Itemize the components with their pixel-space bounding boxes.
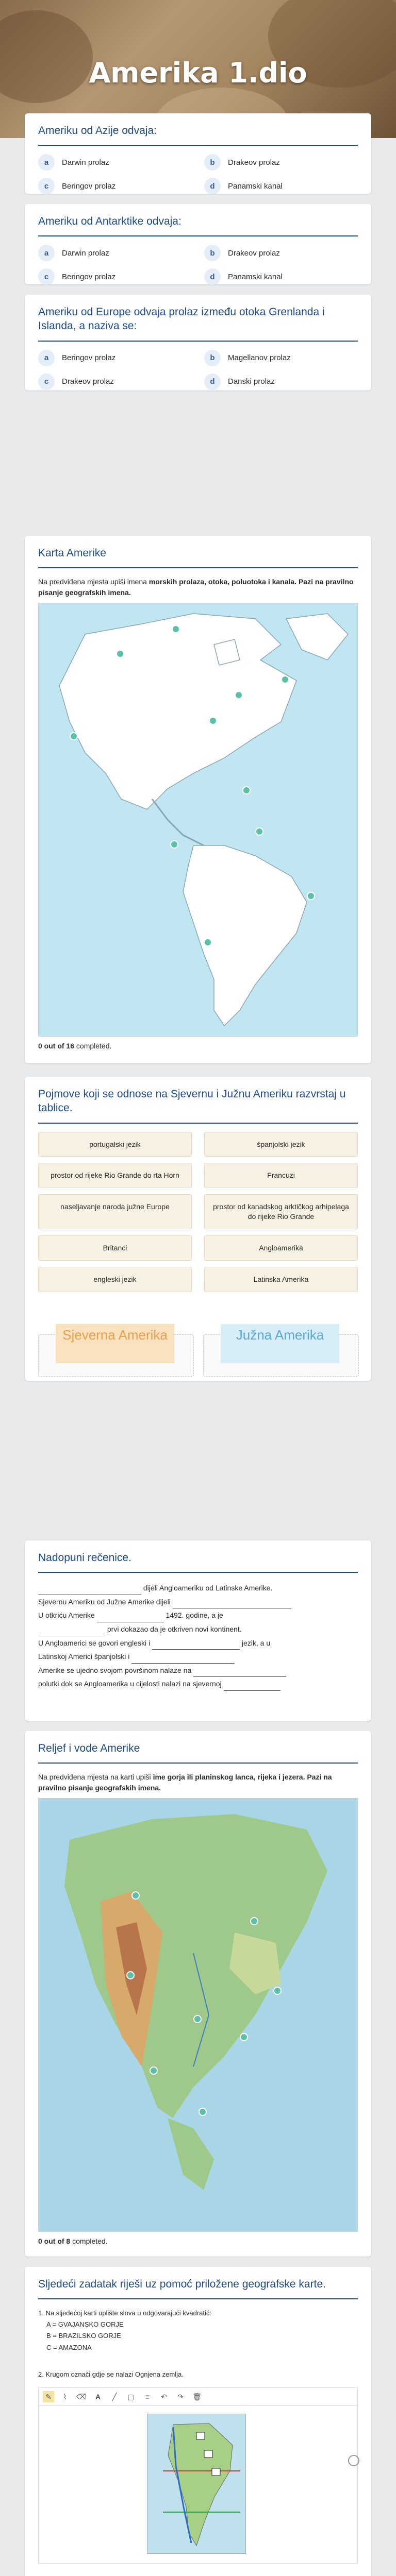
legend-item: C = AMAZONA [46,2343,92,2351]
answer-option-c[interactable] [38,178,192,194]
ribbon-south-america: Južna Amerika [221,1324,339,1363]
question-title: Ameriku od Europe odvaja prolaz između otoka Grenlanda i Islanda, a naziva se: [38,306,325,332]
divider [38,1762,358,1764]
line-icon[interactable]: ╱ [112,2392,117,2401]
sortable-tag[interactable]: Latinska Amerika [204,1267,358,1292]
answer-option-a[interactable] [38,154,192,171]
america-map-graphic [39,603,357,1036]
drawing-toolbar [39,2388,357,2406]
divider [38,341,358,342]
text-icon[interactable]: A [95,2392,101,2401]
question-title: Karta Amerike [38,547,106,559]
option-text: Magellanov prolaz [228,353,291,363]
divider [38,1123,358,1124]
sortable-tag[interactable]: Britanci [38,1235,192,1261]
brush-icon[interactable]: ⌇ [63,2392,67,2401]
question-card-q7 [25,1731,371,2257]
answer-option-a[interactable] [38,245,192,261]
instruction-bold: morskih prolaza, otoka, poluotoka i kanala. Pazi na pravilno pisanje geografskih imena. [38,578,354,597]
pencil-icon[interactable]: ✎ [43,2391,54,2402]
option-text: Beringov prolaz [62,272,116,281]
question-card-q6 [25,1540,371,1721]
map-hotspot[interactable] [240,2033,248,2041]
blank-input[interactable] [224,1690,280,1691]
question-card-q3 [25,295,371,391]
divider [38,1572,358,1573]
map-hotspot[interactable] [116,650,124,658]
sortable-tag[interactable]: Angloamerika [204,1235,358,1261]
south-america-graphic [147,2414,245,2553]
option-letter: c [38,374,55,390]
score-value: 0 out of 8 [38,2236,71,2245]
map-hotspot[interactable] [131,1891,140,1900]
color-picker[interactable] [348,2455,359,2466]
score-suffix: completed. [70,2236,108,2245]
option-text: Drakeov prolaz [228,158,280,167]
completion-counter [38,2237,358,2245]
instruction-text: Na predviđena mjesta na karti upiši [38,1773,153,1782]
divider [38,2298,358,2299]
undo-icon[interactable]: ↶ [161,2392,167,2401]
option-letter: b [204,350,221,366]
map-hotspot[interactable] [170,840,178,849]
map-hotspot[interactable] [126,1971,135,1979]
option-letter: d [204,374,221,390]
map-hotspot[interactable] [172,625,180,633]
eraser-icon[interactable]: ⌫ [76,2392,87,2401]
option-letter: b [204,245,221,261]
map-hotspot[interactable] [255,827,263,836]
relief-map [38,1798,358,2232]
sortable-tag[interactable]: naseljavanje naroda južne Europe [38,1194,192,1229]
fill-in-text [38,1581,358,1691]
map-hotspot[interactable] [281,675,289,684]
sentence-text: dijeli Angloameriku od Latinske Amerike. [141,1584,273,1592]
option-letter: d [204,178,221,194]
sentence-text: U otkriću Amerike [38,1611,95,1620]
map-hotspot[interactable] [273,1987,282,1995]
score-value: 0 out of 16 [38,1041,75,1050]
divider [38,145,358,146]
question-card-q1 [25,113,371,194]
question-card-q5 [25,1077,371,1381]
option-text: Darwin prolaz [62,248,109,258]
option-letter: a [38,154,55,171]
map-hotspot[interactable] [307,892,315,900]
option-text: Beringov prolaz [62,181,116,191]
option-text: Darwin prolaz [62,158,109,167]
map-hotspot[interactable] [199,2108,207,2116]
question-instructions [38,1772,358,1793]
divider [38,235,358,236]
answer-option-d[interactable] [204,178,358,194]
delete-icon[interactable]: 🗑 [192,2392,202,2401]
instruction-text: Na predviđena mjesta upiši imena [38,578,149,586]
question-card-q4 [25,536,371,1063]
sentence-text: U Angloamerici se govori engleski i [38,1638,151,1647]
answer-option-a[interactable] [38,350,192,366]
option-letter: d [204,268,221,285]
question-title: Ameriku od Antarktike odvaja: [38,215,182,227]
option-text: Drakeov prolaz [62,377,114,386]
legend-item: A = GVAJANSKO GORJE [46,2320,124,2329]
option-letter: b [204,154,221,171]
south-america-map [147,2414,246,2554]
sortable-tag[interactable]: španjolski jezik [204,1132,358,1157]
image-icon[interactable]: ▢ [127,2392,135,2401]
option-text: Panamski kanal [228,181,283,191]
question-title: Pojmove koji se odnose na Sjevernu i Južnu Ameriku razvrstaj u tablice. [38,1088,346,1114]
task-line: 1. Na sljedećoj karti uplište slova u odgovarajući kvadratić: [38,2309,212,2317]
sortable-tag[interactable]: prostor od kanadskog arktičkog arhipelaga do rijeke Rio Grande [204,1194,358,1229]
answer-option-b[interactable] [204,154,358,171]
question-card-q2 [25,204,371,284]
map-hotspot[interactable] [204,938,212,946]
map-hotspot[interactable] [250,1917,258,1925]
answer-option-d[interactable] [204,374,358,390]
map-hotspot[interactable] [235,691,243,699]
answer-option-b[interactable] [204,350,358,366]
map-hotspot[interactable] [70,732,78,740]
option-letter: c [38,178,55,194]
question-title: Reljef i vode Amerike [38,1742,140,1754]
answer-option-c[interactable] [38,268,192,285]
score-suffix: completed. [74,1041,112,1050]
drawing-area[interactable] [38,2387,358,2564]
sentence-text: jezik, a u [241,1638,271,1647]
option-text: Beringov prolaz [62,353,116,363]
answer-option-b[interactable] [204,245,358,261]
question-card-q8 [25,2267,371,2576]
question-title: Sljedeći zadatak riješi uz pomoć priložene geografske karte. [38,2278,326,2290]
divider [38,567,358,568]
sentence-text: 1492. godine, a je [166,1611,223,1620]
sentence-text: Sjevernu Ameriku od Južne Amerike dijeli [38,1597,171,1606]
america-map [38,603,358,1037]
completion-counter [38,1042,358,1050]
sentence-text: Latinskoj Americi španjolski i [38,1652,130,1661]
answer-option-c[interactable] [38,374,192,390]
sentence-text: prvi dokazao da je otkriven novi kontinent. [107,1625,242,1634]
option-letter: a [38,245,55,261]
map-hotspot[interactable] [209,717,217,725]
worksheet-title: Amerika 1.dio [89,57,307,89]
sortable-tag[interactable]: engleski jezik [38,1267,192,1292]
task-line: 2. Krugom označi gdje se nalazi Ognjena zemlja. [38,2370,184,2378]
question-instructions [38,577,358,598]
answer-option-d[interactable] [204,268,358,285]
map-hotspot[interactable] [150,2066,158,2075]
question-title: Ameriku od Azije odvaja: [38,125,157,137]
list-icon[interactable]: ≡ [145,2392,150,2401]
option-letter: c [38,268,55,285]
ribbon-north-america: Sjeverna Amerika [56,1324,174,1363]
option-letter: a [38,350,55,366]
redo-icon[interactable]: ↷ [177,2392,184,2401]
map-hotspot[interactable] [242,786,251,794]
legend-item: B = BRAZILSKO GORJE [46,2332,121,2340]
option-text: Panamski kanal [228,272,283,281]
sortable-tag[interactable]: portugalski jezik [38,1132,192,1157]
sentence-text: Amerike se ujedno svojom površinom nalaze na [38,1666,192,1674]
sortable-tag[interactable]: prostor od rijeke Rio Grande do rta Horn [38,1163,192,1188]
instruction-bold: ime gorja ili planinskog lanca, rijeka i jezera. Pazi na pravilno pisanje geografskih imena. [38,1773,332,1792]
question-title: Nadopuni rečenice. [38,1552,131,1564]
sortable-tag[interactable]: Francuzi [204,1163,358,1188]
map-hotspot[interactable] [193,2015,202,2023]
sentence-text: polutki dok se Angloamerika u cijelosti nalazi na sjevernoj [38,1680,222,1688]
task-text [38,2308,358,2380]
option-text: Danski prolaz [228,377,275,386]
option-text: Drakeov prolaz [228,248,280,258]
